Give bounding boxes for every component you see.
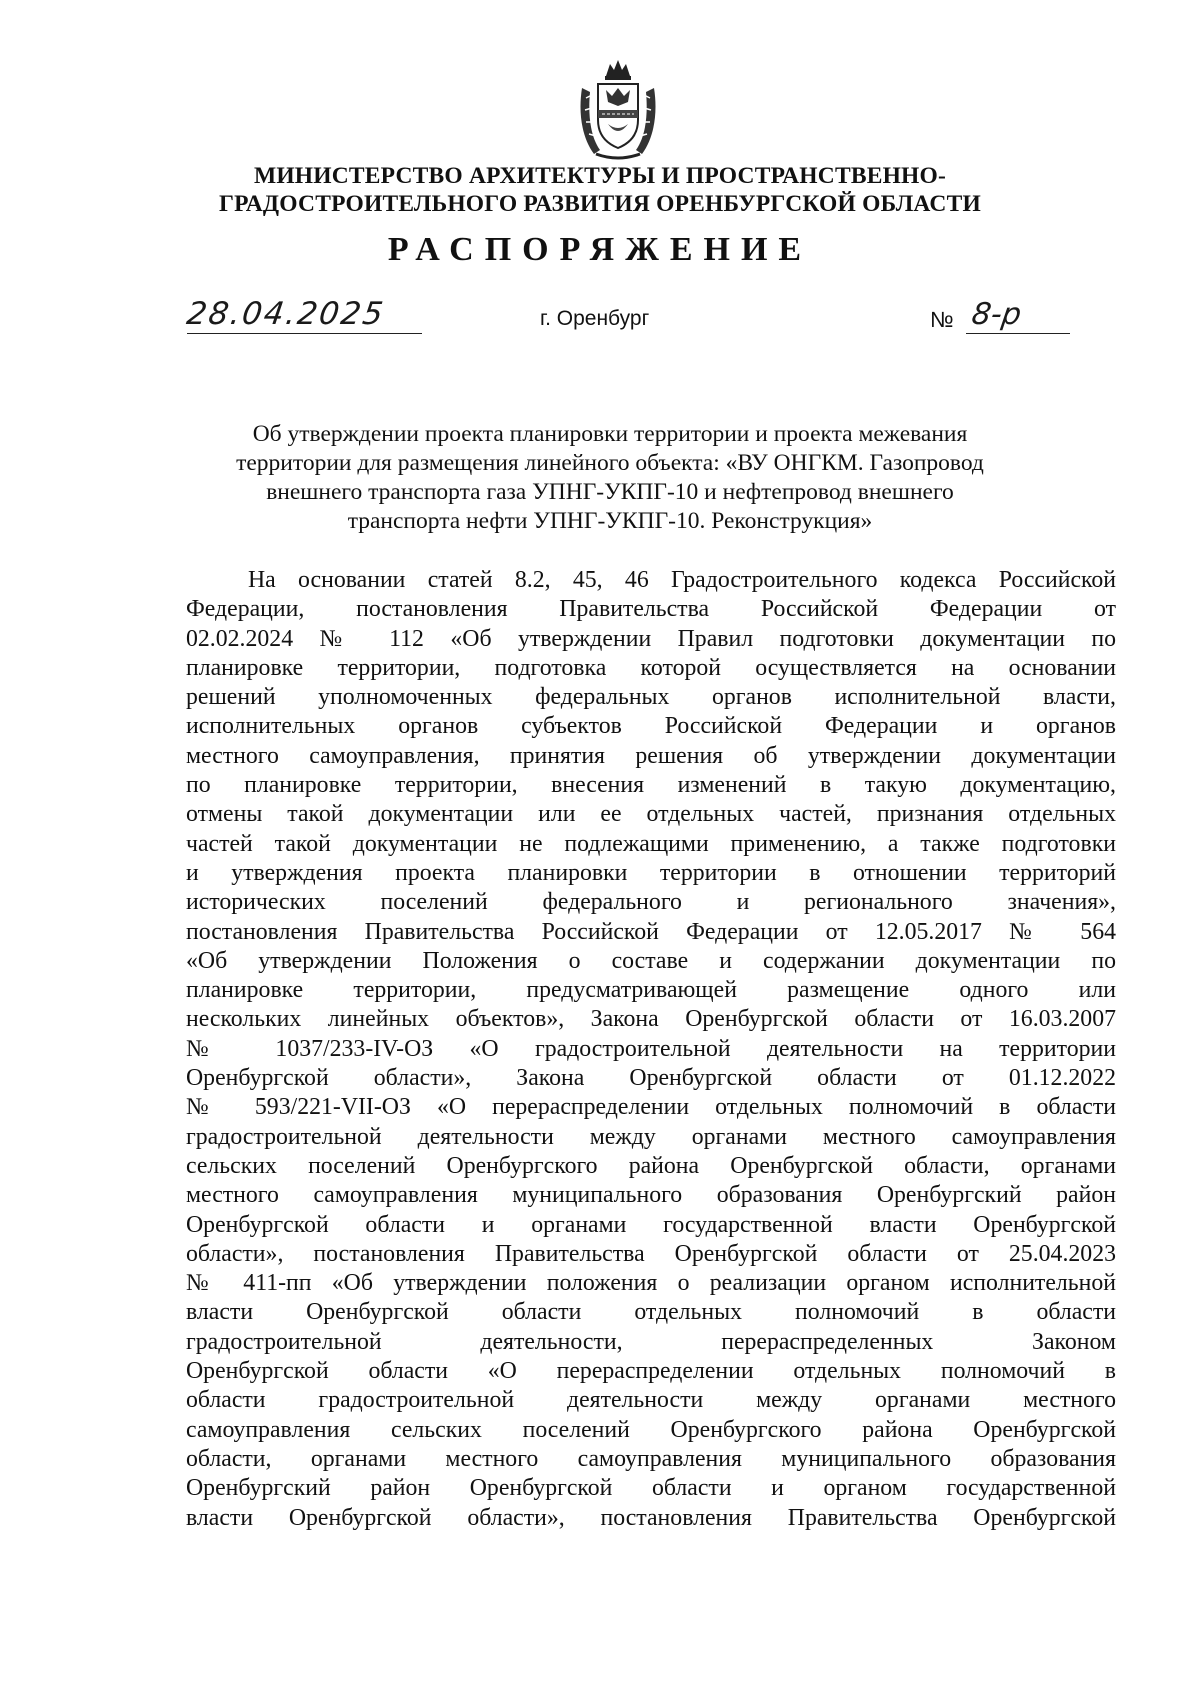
body-text-line: № 593/221-VII-ОЗ «О перераспределении отдельных полномочий в области [186, 1094, 1116, 1121]
date-underline [187, 333, 422, 334]
body-text-line: сельских поселений Оренбургского района Оренбургской области, органами [186, 1152, 1116, 1179]
body-text-line: решений уполномоченных федеральных органов исполнительной власти, [186, 684, 1116, 711]
body-text-line: области», постановления Правительства Оренбургской области от 25.04.2023 [186, 1240, 1116, 1267]
body-text-line: власти Оренбургской области отдельных полномочий в области [186, 1299, 1116, 1326]
body-text-line: области, органами местного самоуправления муниципального образования [186, 1445, 1116, 1472]
number-sign: № [930, 307, 954, 332]
document-date-field [184, 296, 422, 338]
body-text-line: № 411-пп «Об утверждении положения о реализации органом исполнительной [186, 1270, 1116, 1297]
handwritten-date: 28.04.2025 [184, 296, 388, 332]
body-text-line: и утверждения проекта планировки территории в отношении территорий [186, 859, 1116, 886]
body-text-line: Федерации, постановления Правительства Российской Федерации от [186, 596, 1116, 623]
body-text-line: На основании статей 8.2, 45, 46 Градостроительного кодекса Российской [248, 567, 1116, 593]
body-text-line: градостроительной деятельности, перераспределенных Законом [186, 1328, 1116, 1355]
ministry-title-line-1: МИНИСТЕРСТВО АРХИТЕКТУРЫ И ПРОСТРАНСТВЕННО- [253, 163, 947, 189]
ministry-title [150, 162, 1050, 218]
body-text-line: самоуправления сельских поселений Оренбургского района Оренбургской [186, 1416, 1116, 1443]
body-text-line: области градостроительной деятельности между органами местного [186, 1387, 1116, 1414]
body-text-line: планировке территории, предусматривающей размещение одного или [186, 977, 1116, 1004]
body-text-line: Оренбургской области», Закона Оренбургской области от 01.12.2022 [186, 1065, 1116, 1092]
document-subject [170, 420, 1050, 536]
handwritten-number: 8-р [969, 297, 1024, 332]
body-text-line: 02.02.2024 № 112 «Об утверждении Правил подготовки документации по [186, 625, 1116, 652]
body-text-line: Оренбургский район Оренбургской области и органом государственной [186, 1475, 1116, 1502]
ministry-title-line-2: ГРАДОСТРОИТЕЛЬНОГО РАЗВИТИЯ ОРЕНБУРГСКОЙ ОБЛАСТИ [219, 191, 981, 217]
body-text-line: «Об утверждении Положения о составе и содержании документации по [186, 947, 1116, 974]
body-text-line: нескольких линейных объектов», Закона Оренбургской области от 16.03.2007 [186, 1006, 1116, 1033]
body-text-line: по планировке территории, внесения изменений в такую документацию, [186, 772, 1116, 799]
body-text-line: местного самоуправления, принятия решения об утверждении документации [186, 742, 1116, 769]
coat-of-arms-icon [576, 58, 660, 162]
document-body [186, 566, 1116, 1533]
body-text-line: местного самоуправления муниципального образования Оренбургский район [186, 1182, 1116, 1209]
body-text-line: частей такой документации не подлежащими применению, а также подготовки [186, 830, 1116, 857]
document-type-heading: РАСПОРЯЖЕНИЕ [387, 231, 813, 268]
body-text-line: власти Оренбургской области», постановления Правительства Оренбургской [186, 1504, 1116, 1531]
document-city: г. Оренбург [540, 307, 650, 330]
number-underline [966, 333, 1070, 334]
body-text-line: отмены такой документации или ее отдельных частей, признания отдельных [186, 801, 1116, 828]
body-text-line: исторических поселений федерального и регионального значения», [186, 889, 1116, 916]
subject-line: Об утверждении проекта планировки территории и проекта межевания [252, 421, 968, 447]
subject-line: внешнего транспорта газа УПНГ-УКПГ-10 и нефтепровод внешнего [266, 479, 954, 505]
body-text-line: № 1037/233-IV-ОЗ «О градостроительной деятельности на территории [186, 1035, 1116, 1062]
body-text-line: Оренбургской области «О перераспределении отдельных полномочий в [186, 1358, 1116, 1385]
document-number-field [930, 296, 1070, 338]
body-text-line: градостроительной деятельности между органами местного самоуправления [186, 1123, 1116, 1150]
body-text-line: Оренбургской области и органами государственной власти Оренбургской [186, 1211, 1116, 1238]
body-text-line: планировке территории, подготовка которой осуществляется на основании [186, 654, 1116, 681]
subject-line: транспорта нефти УПНГ-УКПГ-10. Реконструкция» [347, 508, 873, 534]
body-text-line: исполнительных органов субъектов Российской Федерации и органов [186, 713, 1116, 740]
subject-line: территории для размещения линейного объекта: «ВУ ОНГКМ. Газопровод [236, 450, 984, 476]
body-text-line: постановления Правительства Российской Федерации от 12.05.2017 № 564 [186, 918, 1116, 945]
